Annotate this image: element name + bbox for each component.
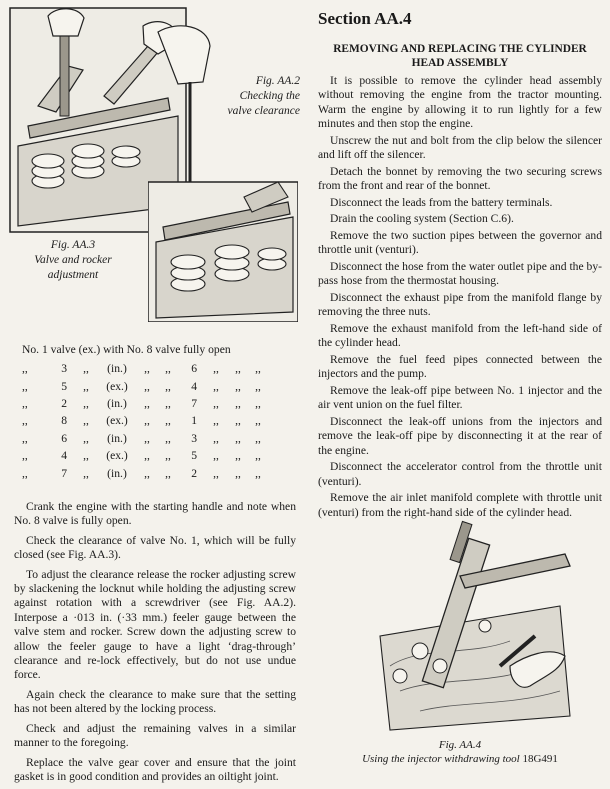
- open-valve-number: 4: [191, 379, 197, 393]
- valve-type: (in.): [107, 431, 127, 445]
- figure-aa4-illustration: [360, 516, 582, 732]
- ditto-mark: ,,: [144, 379, 150, 393]
- ditto-mark: ,,: [235, 379, 241, 393]
- ditto-mark: ,,: [235, 396, 241, 410]
- ditto-mark: ,,: [83, 431, 89, 445]
- ditto-mark: ,,: [22, 449, 28, 463]
- open-valve-number: 3: [191, 431, 197, 445]
- paragraph: Disconnect the hose from the water outlet pipe and the by-pass hose from the thermostat housing.: [318, 260, 602, 288]
- ditto-mark: ,,: [165, 431, 171, 445]
- ditto-mark: ,,: [213, 362, 219, 376]
- paragraph: Check the clearance of valve No. 1, which will be fully closed (see Fig. AA.3).: [14, 533, 296, 562]
- figure-aa3-caption-line1: Valve and rocker: [34, 254, 112, 266]
- valve-number: 5: [61, 379, 67, 393]
- ditto-mark: ,,: [235, 431, 241, 445]
- ditto-mark: ,,: [255, 379, 261, 393]
- valve-sequence-row: [22, 447, 267, 464]
- valve-sequence-row: [22, 360, 267, 377]
- valve-number: 3: [61, 362, 67, 376]
- paragraph: Disconnect the accelerator control from the throttle unit (venturi).: [318, 460, 602, 488]
- ditto-mark: ,,: [235, 466, 241, 480]
- tool-number: 18G491: [522, 753, 558, 765]
- ditto-mark: ,,: [255, 414, 261, 428]
- ditto-mark: ,,: [255, 449, 261, 463]
- ditto-mark: ,,: [22, 414, 28, 428]
- figure-aa2-label: Fig. AA.2: [255, 75, 300, 87]
- paragraph: Remove the fuel feed pipes connected between the injectors and the pump.: [318, 353, 602, 381]
- valve-type: (in.): [107, 396, 127, 410]
- open-valve-number: 5: [191, 449, 197, 463]
- paragraph: Remove the air inlet manifold complete with throttle unit (venturi) from the right-hand side of the cylinder head.: [318, 491, 602, 519]
- ditto-mark: ,,: [22, 466, 28, 480]
- valve-number: 7: [61, 466, 67, 480]
- valve-sequence-row: [22, 412, 267, 429]
- ditto-mark: ,,: [22, 431, 28, 445]
- ditto-mark: ,,: [83, 379, 89, 393]
- paragraph: Disconnect the leak-off unions from the injectors and remove the leak-off pipe by disconnecting it at the rear of the engine.: [318, 415, 602, 457]
- ditto-mark: ,,: [235, 449, 241, 463]
- valve-type: (ex.): [106, 379, 128, 393]
- open-valve-number: 2: [191, 466, 197, 480]
- ditto-mark: ,,: [165, 449, 171, 463]
- figure-aa2-caption: [196, 74, 300, 119]
- ditto-mark: ,,: [144, 466, 150, 480]
- paragraph: Again check the clearance to make sure that the setting has not been altered by the locking process.: [14, 687, 296, 716]
- left-column-text: [14, 500, 296, 789]
- figure-aa3-label: Fig. AA.3: [50, 239, 96, 251]
- right-column-text: [318, 74, 602, 522]
- valve-type: (ex.): [106, 449, 128, 463]
- paragraph: It is possible to remove the cylinder head assembly without removing the engine from the tractor mounting. Warm the engine by allowing it to run lightly for a few minutes and then stop the engine.: [318, 74, 602, 131]
- ditto-mark: ,,: [83, 414, 89, 428]
- ditto-mark: ,,: [144, 431, 150, 445]
- ditto-mark: ,,: [213, 466, 219, 480]
- valve-sequence-table: [22, 360, 267, 482]
- paragraph: Disconnect the exhaust pipe from the manifold flange by removing the three nuts.: [318, 291, 602, 319]
- figure-aa2-caption-line1: Checking the: [239, 90, 300, 102]
- paragraph: Disconnect the leads from the battery terminals.: [330, 195, 553, 209]
- valve-number: 4: [61, 449, 67, 463]
- valve-sequence-row: [22, 430, 267, 447]
- ditto-mark: ,,: [235, 362, 241, 376]
- valve-sequence-intro: No. 1 valve (ex.) with No. 8 valve fully open: [22, 343, 231, 356]
- open-valve-number: 6: [191, 362, 197, 376]
- paragraph: Remove the leak-off pipe between No. 1 injector and the air vent union on the fuel filter.: [318, 384, 602, 412]
- open-valve-number: 7: [191, 396, 197, 410]
- open-valve-number: 1: [191, 414, 197, 428]
- ditto-mark: ,,: [83, 362, 89, 376]
- section-heading: REMOVING AND REPLACING THE CYLINDER HEAD ASSEMBLY: [333, 43, 587, 69]
- valve-sequence-row: [22, 395, 267, 412]
- valve-number: 6: [61, 431, 67, 445]
- ditto-mark: ,,: [235, 414, 241, 428]
- ditto-mark: ,,: [165, 362, 171, 376]
- ditto-mark: ,,: [144, 414, 150, 428]
- ditto-mark: ,,: [22, 396, 28, 410]
- ditto-mark: ,,: [213, 379, 219, 393]
- ditto-mark: ,,: [213, 396, 219, 410]
- valve-number: 2: [61, 396, 67, 410]
- ditto-mark: ,,: [144, 396, 150, 410]
- figure-aa4-caption-line: [318, 752, 602, 766]
- valve-type: (in.): [107, 466, 127, 480]
- figure-aa3-caption: [14, 238, 132, 283]
- valve-type: (in.): [107, 362, 127, 376]
- ditto-mark: ,,: [165, 466, 171, 480]
- ditto-mark: ,,: [165, 396, 171, 410]
- ditto-mark: ,,: [213, 431, 219, 445]
- ditto-mark: ,,: [255, 431, 261, 445]
- valve-sequence-row: [22, 377, 267, 394]
- paragraph: To adjust the clearance release the rocker adjusting screw by slackening the locknut while holding the adjusting screw against rotation with a screwdriver (see Fig. AA.2). Interpose a ·013 in. (·33 mm.) feeler gauge between the valve stem and rocker. Screw down the adjusting screw to allow the feeler gauge to have a light ‘drag-through’ clearance and re-lock effectively, but do not use undue force.: [14, 567, 296, 682]
- ditto-mark: ,,: [144, 362, 150, 376]
- valve-type: (ex.): [106, 414, 128, 428]
- valve-sequence-row: [22, 464, 267, 481]
- section-title: Section AA.4: [318, 9, 412, 28]
- ditto-mark: ,,: [213, 449, 219, 463]
- ditto-mark: ,,: [165, 414, 171, 428]
- valve-number: 8: [61, 414, 67, 428]
- paragraph: Crank the engine with the starting handle and note when No. 8 valve is fully open.: [14, 500, 296, 528]
- paragraph: Remove the exhaust manifold from the left-hand side of the cylinder head.: [318, 322, 602, 350]
- ditto-mark: ,,: [255, 396, 261, 410]
- paragraph: Replace the valve gear cover and ensure that the joint gasket is in good condition and provides an oiltight joint.: [14, 755, 296, 783]
- ditto-mark: ,,: [83, 396, 89, 410]
- paragraph: Detach the bonnet by removing the two securing screws from the front and rear of the bonnet.: [318, 164, 602, 193]
- figure-aa4-caption-text: Using the injector withdrawing tool: [362, 753, 520, 765]
- ditto-mark: ,,: [255, 466, 261, 480]
- figure-aa3-caption-line2: adjustment: [47, 269, 99, 281]
- ditto-mark: ,,: [22, 379, 28, 393]
- paragraph: Check and adjust the remaining valves in a similar manner to the foregoing.: [14, 721, 296, 750]
- paragraph: Unscrew the nut and bolt from the clip below the silencer and lift off the silencer.: [318, 133, 602, 162]
- figure-aa4-label: Fig. AA.4: [438, 739, 482, 751]
- ditto-mark: ,,: [255, 362, 261, 376]
- paragraph: Remove the two suction pipes between the governor and throttle unit (venturi).: [318, 229, 602, 257]
- figure-aa4-caption: [318, 738, 602, 766]
- ditto-mark: ,,: [22, 362, 28, 376]
- figure-aa2-illustration: [148, 22, 298, 322]
- figure-aa2-caption-line2: valve clearance: [227, 105, 300, 117]
- ditto-mark: ,,: [83, 466, 89, 480]
- ditto-mark: ,,: [83, 449, 89, 463]
- paragraph: Drain the cooling system (Section C.6).: [330, 212, 514, 226]
- ditto-mark: ,,: [144, 449, 150, 463]
- ditto-mark: ,,: [165, 379, 171, 393]
- ditto-mark: ,,: [213, 414, 219, 428]
